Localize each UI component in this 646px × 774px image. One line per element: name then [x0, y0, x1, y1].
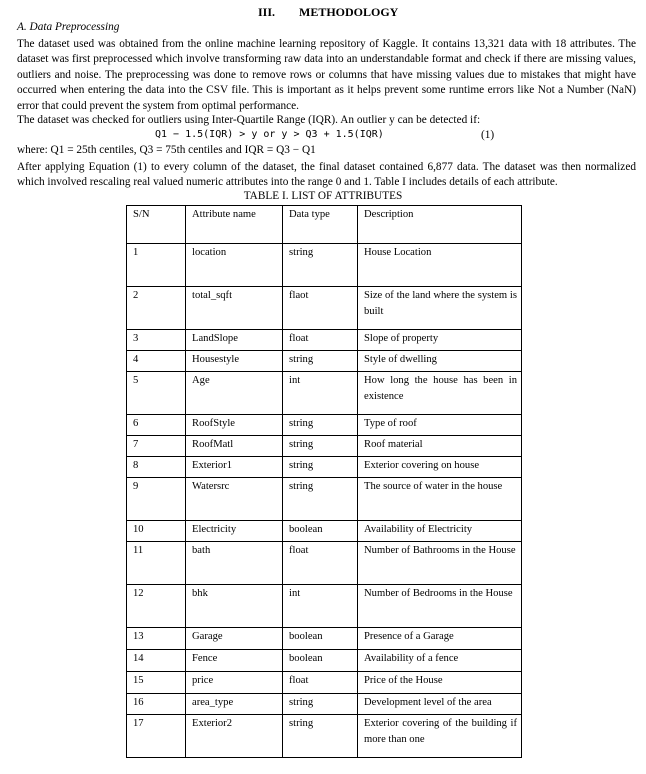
cell-sn: 11 — [127, 542, 186, 585]
header-description: Description — [358, 206, 522, 244]
cell-attribute-name: total_sqft — [186, 287, 283, 330]
paragraph-normalization: After applying Equation (1) to every column of the dataset, the final dataset contained 6,877 data. The dataset was then normalized which involved rescaling real valued numeric attributes into the range 0 and 1. Table I includes details of each attribute. — [17, 161, 636, 189]
equation-number: (1) — [481, 129, 495, 141]
cell-attribute-name: LandSlope — [186, 330, 283, 351]
header-data-type: Data type — [283, 206, 358, 244]
cell-data-type: string — [283, 436, 358, 457]
cell-attribute-name: Age — [186, 372, 283, 415]
cell-description: Number of Bedrooms in the House — [358, 585, 522, 628]
table-row — [127, 330, 522, 351]
cell-attribute-name: RoofStyle — [186, 415, 283, 436]
cell-sn: 8 — [127, 457, 186, 478]
cell-sn: 1 — [127, 244, 186, 287]
cell-data-type: boolean — [283, 650, 358, 672]
table-row — [127, 521, 522, 542]
cell-attribute-name: bhk — [186, 585, 283, 628]
cell-data-type: int — [283, 372, 358, 415]
table-row — [127, 351, 522, 372]
cell-data-type: string — [283, 478, 358, 521]
cell-data-type: string — [283, 694, 358, 715]
cell-description: Size of the land where the system is built — [358, 287, 522, 330]
cell-attribute-name: Garage — [186, 628, 283, 650]
cell-data-type: string — [283, 351, 358, 372]
cell-data-type: string — [283, 715, 358, 758]
cell-description: Availability of Electricity — [358, 521, 522, 542]
cell-description: Type of roof — [358, 415, 522, 436]
cell-data-type: float — [283, 330, 358, 351]
cell-attribute-name: Electricity — [186, 521, 283, 542]
header-attribute-name: Attribute name — [186, 206, 283, 244]
cell-sn: 12 — [127, 585, 186, 628]
cell-sn: 15 — [127, 672, 186, 694]
cell-sn: 9 — [127, 478, 186, 521]
cell-description: Development level of the area — [358, 694, 522, 715]
table-row — [127, 585, 522, 628]
table-body — [127, 244, 522, 758]
table-row — [127, 650, 522, 672]
cell-data-type: float — [283, 542, 358, 585]
cell-data-type: string — [283, 244, 358, 287]
cell-data-type: string — [283, 457, 358, 478]
table-row — [127, 672, 522, 694]
cell-data-type: boolean — [283, 628, 358, 650]
section-number: III. — [258, 5, 276, 19]
cell-sn: 5 — [127, 372, 186, 415]
cell-sn: 17 — [127, 715, 186, 758]
cell-description: Exterior covering on house — [358, 457, 522, 478]
cell-description: Exterior covering of the building if more than one — [358, 715, 522, 758]
table-header-row — [127, 206, 522, 244]
table-row — [127, 478, 522, 521]
subsection-heading: A. Data Preprocessing — [17, 21, 120, 33]
table-row — [127, 244, 522, 287]
cell-sn: 10 — [127, 521, 186, 542]
cell-description: Number of Bathrooms in the House — [358, 542, 522, 585]
cell-sn: 6 — [127, 415, 186, 436]
cell-description: Presence of a Garage — [358, 628, 522, 650]
where-line: where: Q1 = 25th centiles, Q3 = 75th centiles and IQR = Q3 − Q1 — [17, 144, 316, 156]
cell-data-type: int — [283, 585, 358, 628]
cell-sn: 2 — [127, 287, 186, 330]
equation: Q1 − 1.5(IQR) > y or y > Q3 + 1.5(IQR) — [155, 129, 384, 140]
table-row — [127, 628, 522, 650]
cell-sn: 14 — [127, 650, 186, 672]
cell-sn: 4 — [127, 351, 186, 372]
cell-sn: 7 — [127, 436, 186, 457]
cell-description: The source of water in the house — [358, 478, 522, 521]
table-row — [127, 287, 522, 330]
table-row — [127, 542, 522, 585]
cell-sn: 16 — [127, 694, 186, 715]
cell-description: How long the house has been in existence — [358, 372, 522, 415]
cell-description: Style of dwelling — [358, 351, 522, 372]
table-row — [127, 436, 522, 457]
header-sn: S/N — [127, 206, 186, 244]
cell-description: Roof material — [358, 436, 522, 457]
cell-attribute-name: bath — [186, 542, 283, 585]
table-row — [127, 694, 522, 715]
cell-attribute-name: Exterior2 — [186, 715, 283, 758]
cell-data-type: string — [283, 415, 358, 436]
table-row — [127, 715, 522, 758]
table-row — [127, 415, 522, 436]
table-caption: TABLE I. LIST OF ATTRIBUTES — [243, 190, 403, 202]
section-title: METHODOLOGY — [299, 5, 399, 19]
cell-attribute-name: Watersrc — [186, 478, 283, 521]
cell-attribute-name: Exterior1 — [186, 457, 283, 478]
cell-attribute-name: area_type — [186, 694, 283, 715]
cell-attribute-name: Fence — [186, 650, 283, 672]
table-row — [127, 372, 522, 415]
cell-attribute-name: Housestyle — [186, 351, 283, 372]
paragraph-preprocessing: The dataset used was obtained from the online machine learning repository of Kaggle. It contains 13,321 data with 18 attributes. The dataset was first preprocessed which involve transforming raw data into an understandable format and check if there are missing values, outliers and noise. The preprocessing was done to remove rows or columns that have missing values due to mistakes that might have occurred when entering the data into the CSV file. This is important as it helps prevent some runtime errors like Not a Number (NaN) error that could prevent the system from optimal performance. — [17, 38, 636, 112]
cell-description: Availability of a fence — [358, 650, 522, 672]
cell-attribute-name: RoofMatl — [186, 436, 283, 457]
cell-description: Price of the House — [358, 672, 522, 694]
cell-attribute-name: price — [186, 672, 283, 694]
cell-sn: 3 — [127, 330, 186, 351]
table-row — [127, 457, 522, 478]
cell-data-type: boolean — [283, 521, 358, 542]
cell-description: Slope of property — [358, 330, 522, 351]
cell-description: House Location — [358, 244, 522, 287]
cell-data-type: flaot — [283, 287, 358, 330]
cell-data-type: float — [283, 672, 358, 694]
attributes-table — [126, 205, 522, 758]
cell-sn: 13 — [127, 628, 186, 650]
cell-attribute-name: location — [186, 244, 283, 287]
outlier-line: The dataset was checked for outliers using Inter-Quartile Range (IQR). An outlier y can be detected if: — [17, 114, 481, 126]
